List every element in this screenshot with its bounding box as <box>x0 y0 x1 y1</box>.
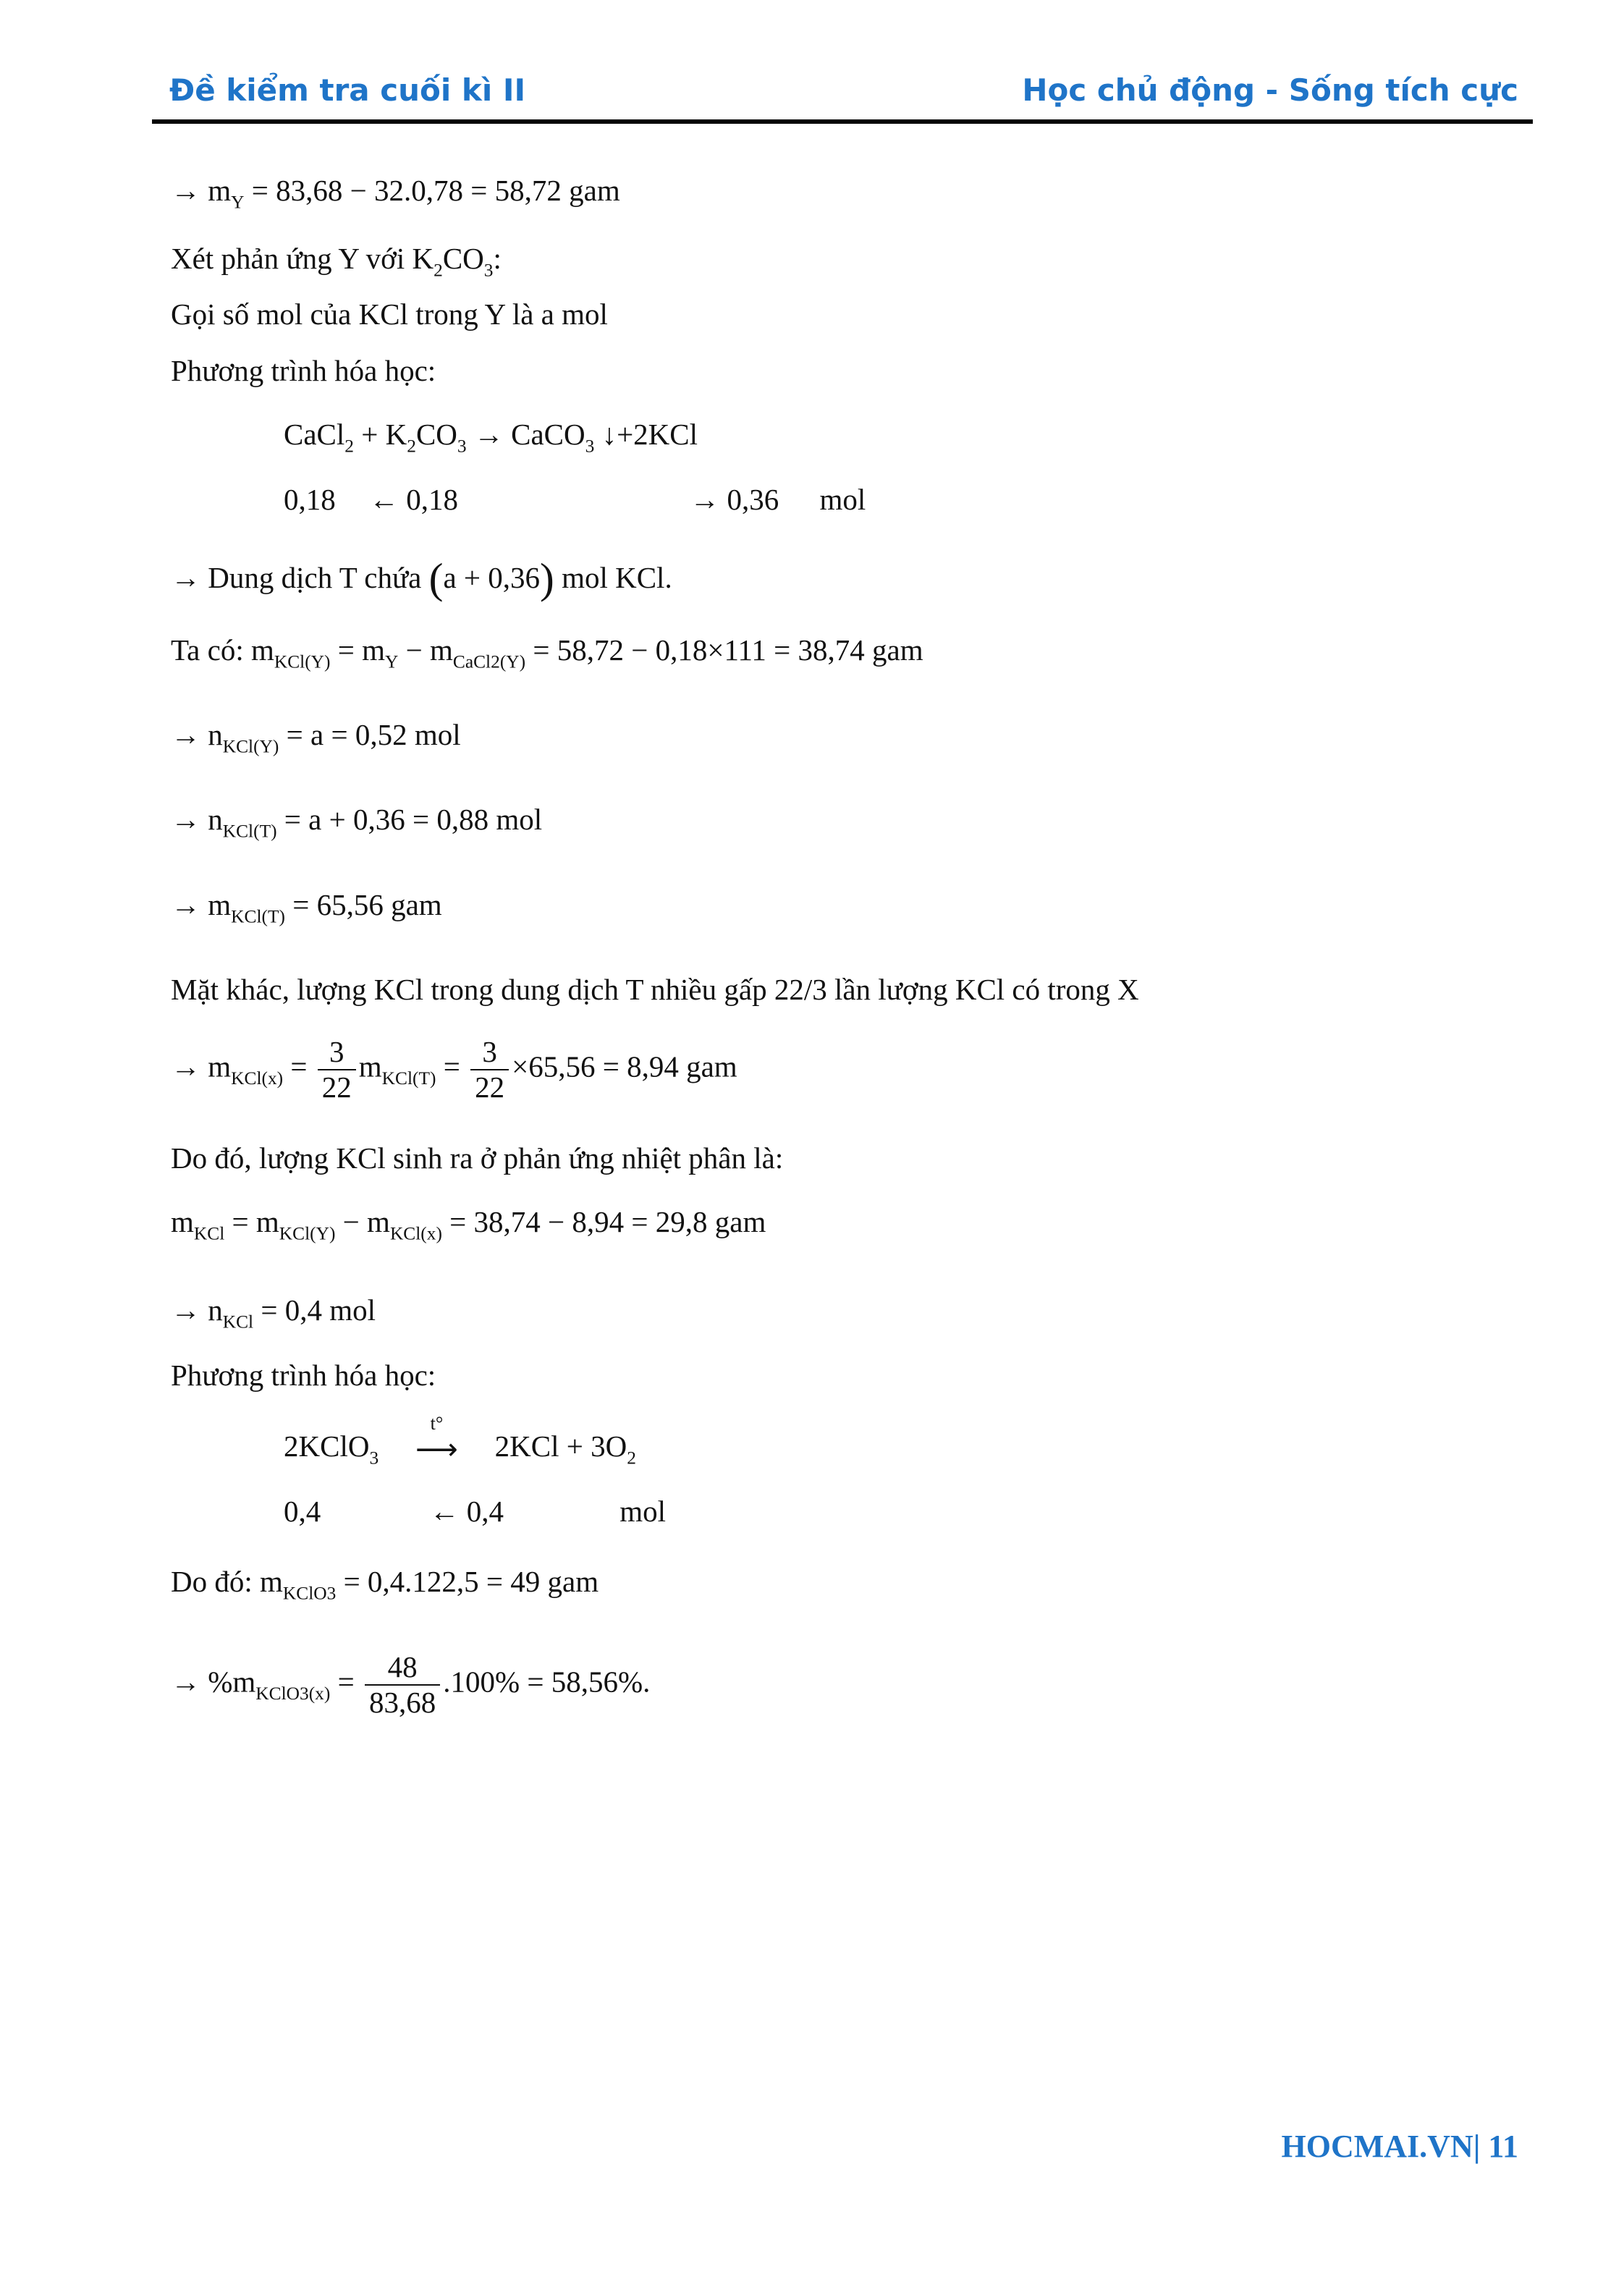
line-equation-heading-2: Phương trình hóa học: <box>171 1359 436 1392</box>
fraction-3-22-b: $\frac{3}{22}$ <box>470 1035 509 1104</box>
equation-KClO3-decomposition: 2KClO$_3$ t° ⟶ $2KCl + 3O_2$ <box>284 1413 636 1469</box>
line-thermal-decomposition: Do đó, lượng KCl sinh ra ở phản ứng nhiệt phân là: <box>171 1141 784 1175</box>
footer-page-label: HOCMAI.VN| 11 <box>1281 2129 1518 2164</box>
line-nKCl: → $n_{KCl} = 0,4$ mol <box>171 1293 376 1332</box>
equation-1-moles: 0,18 ← 0,18 → 0,36 mol <box>284 483 866 516</box>
fraction-48-83: $\frac{48}{83,68}$ <box>365 1650 440 1720</box>
line-solution-T: → Dung dịch T chứa (a + 0,36) mol KCl. <box>171 554 672 602</box>
equation-CaCl2-K2CO3: CaCl$_2$ + $K_2CO_3$ → CaCO$_3$ ↓+2KCl <box>284 418 698 457</box>
line-ratio-statement: Mặt khác, lượng KCl trong dung dịch T nhiều gấp 22/3 lần lượng KCl có trong X <box>171 973 1139 1006</box>
line-nKCl-T: → $n_{KCl(T)} = a + 0,36 = 0,88$ mol <box>171 803 543 842</box>
line-mKCl-Y: Ta có: $m_{KCl(Y)} = m_Y - m_{CaCl2(Y)} = 58,72 - 0,18\times 111 = 38,74$ gam <box>171 633 923 672</box>
header-left-title: Đề kiểm tra cuối kì II <box>169 72 526 108</box>
line-mY: → $m_Y = 83,68 - 32.0,78 = 58,72$ gam <box>171 174 620 213</box>
line-mKCl-diff: $m_{KCl} = m_{KCl(Y)} - m_{KCl(x)} = 38,74 - 8,94 = 29,8$ gam <box>171 1205 766 1244</box>
header-right-slogan: Học chủ động - Sống tích cực <box>1022 72 1518 108</box>
header-divider <box>152 119 1533 124</box>
line-mKClO3: Do đó: $m_{KClO3} = 0,4.122,5 = 49$ gam <box>171 1565 599 1604</box>
line-mKCl-T: → $m_{KCl(T)} = 65,56$ gam <box>171 888 442 927</box>
line-percent-KClO3: → $\%m_{KClO3(x)}$ = $\frac{48}{83,68}$ .100% = 58,56%. <box>171 1650 651 1720</box>
line-equation-heading-1: Phương trình hóa học: <box>171 354 436 387</box>
heat-arrow: t° ⟶ <box>415 1413 458 1466</box>
line-nKCl-Y: → $n_{KCl(Y)} = a = 0,52$ mol <box>171 718 461 757</box>
equation-2-moles: 0,4 ← 0,4 mol <box>284 1495 667 1528</box>
fraction-3-22: $\frac{3}{22}$ <box>318 1035 356 1104</box>
line-mol-KCl-a: Gọi số mol của KCl trong Y là a mol <box>171 297 608 331</box>
line-mKCl-X: → $m_{KCl(x)}$ = $\frac{3}{22}$ $m_{KCl(T)}$ = $\frac{3}{22}$ ×65,56 = 8,94 gam <box>171 1035 737 1104</box>
line-react-Y-K2CO3: Xét phản ứng Y với $K_2CO_3$: <box>171 242 502 281</box>
